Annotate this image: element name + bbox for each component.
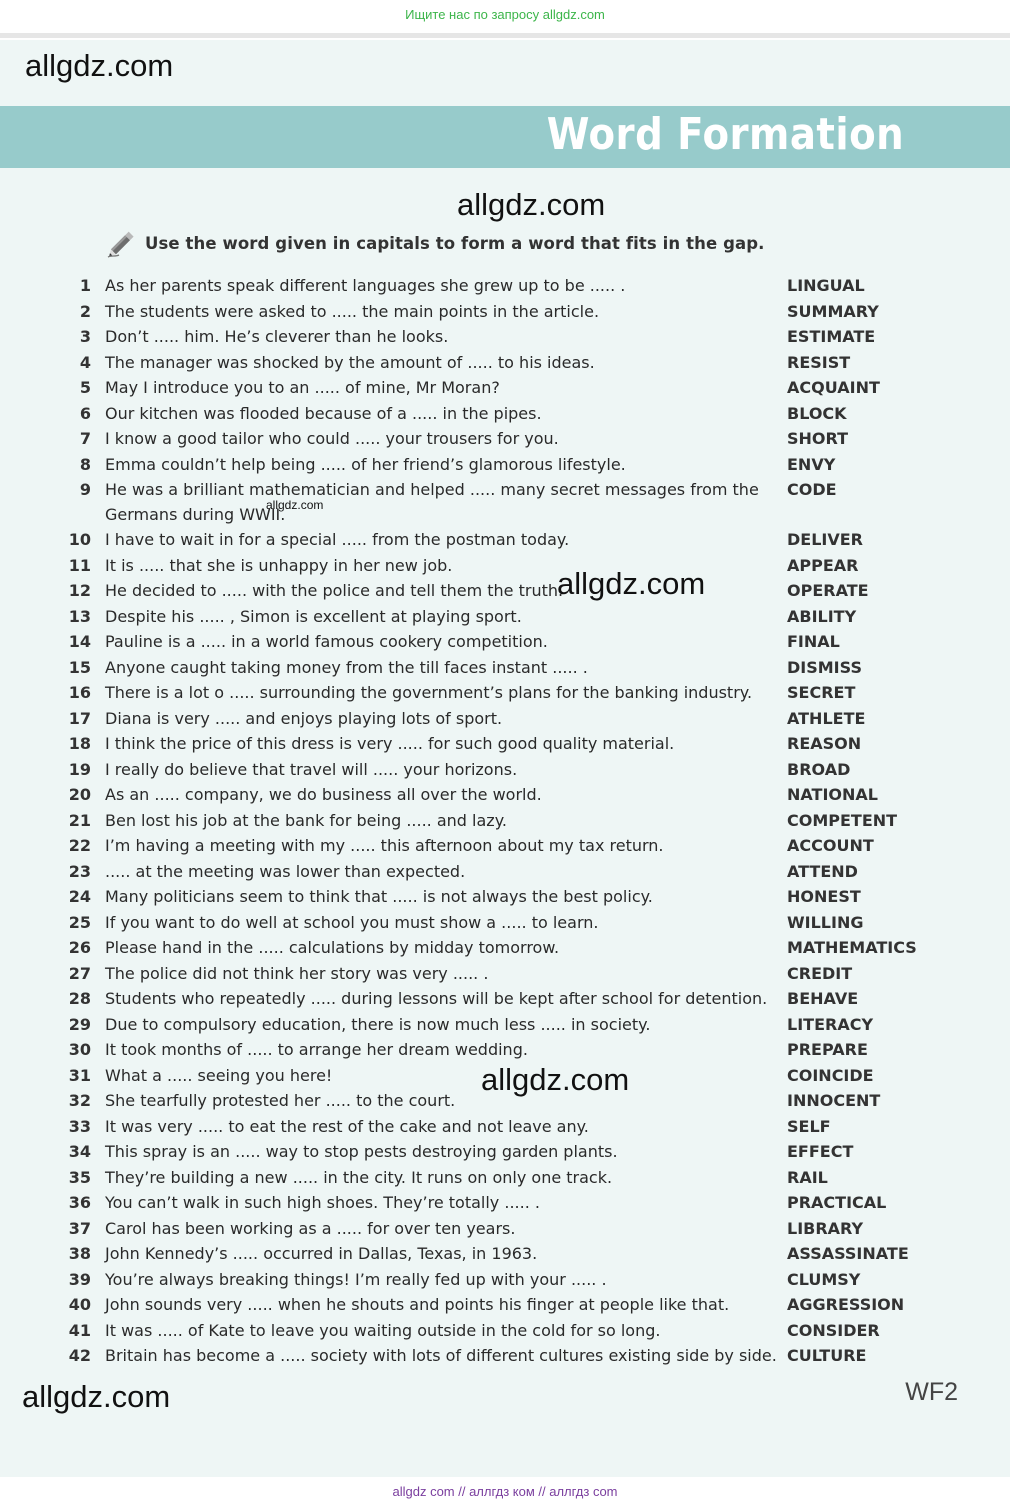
item-keyword: INNOCENT [787,1091,881,1110]
item-keyword: FINAL [787,632,840,651]
item-keyword: OPERATE [787,581,869,600]
item-keyword: LITERACY [787,1014,874,1034]
item-number: 9 [79,480,91,499]
watermark-under-title: allgdz.com [457,187,606,222]
item-number: 4 [79,352,91,372]
item-number: 16 [68,683,91,702]
item-sentence: Britain has become a ..... society with lots of different cultures existing side by side. [105,1346,777,1365]
item-number: 25 [68,912,91,932]
item-keyword: RESIST [787,352,851,372]
item-keyword: DELIVER [787,530,863,549]
item-number: 17 [68,708,91,728]
item-keyword: CODE [787,480,837,499]
watermark-top-left: allgdz.com [25,48,174,83]
item-sentence: There is a lot o ..... surrounding the government’s plans for the banking industry. [105,683,753,702]
item-keyword: CLUMSY [787,1269,861,1289]
item-number: 26 [68,938,91,957]
item-number: 12 [68,581,91,600]
item-keyword: ATTEND [787,861,858,881]
item-sentence: Please hand in the ..... calculations by midday tomorrow. [105,938,560,957]
item-number: 35 [68,1167,91,1187]
item-keyword: PREPARE [787,1040,868,1059]
item-number: 6 [79,403,91,423]
item-number: 33 [68,1116,91,1136]
item-keyword: SHORT [787,429,849,448]
item-sentence: They’re building a new ..... in the city. It runs on only one track. [105,1167,613,1187]
item-number: 7 [79,429,91,448]
item-number: 1 [79,276,91,295]
item-sentence: Ben lost his job at the bank for being ..... and lazy. [105,810,507,830]
watermark-mid-right: allgdz.com [557,566,706,601]
item-number: 32 [68,1091,91,1110]
item-keyword: EFFECT [787,1142,854,1161]
item-keyword: RAIL [787,1167,828,1187]
item-sentence: Pauline is a ..... in a world famous cookery competition. [105,632,548,651]
item-keyword: BLOCK [787,403,847,423]
item-sentence: Diana is very ..... and enjoys playing lots of sport. [105,708,503,728]
item-sentence: Carol has been working as a ..... for over ten years. [105,1218,516,1238]
item-sentence: This spray is an ..... way to stop pests destroying garden plants. [105,1142,618,1161]
item-sentence: Our kitchen was flooded because of a ..... in the pipes. [105,403,542,423]
item-number: 31 [68,1065,91,1085]
item-keyword: ATHLETE [787,708,866,728]
item-keyword: PRACTICAL [787,1193,887,1212]
item-number: 14 [68,632,91,651]
item-sentence: You’re always breaking things! I’m really fed up with your ..... . [105,1269,607,1289]
item-sentence: I really do believe that travel will ..... your horizons. [105,759,518,779]
item-keyword: BEHAVE [787,989,859,1008]
item-sentence: He was a brilliant mathematician and helped ..... many secret messages from the Germans during WWII. [105,480,759,524]
item-sentence: Students who repeatedly ..... during lessons will be kept after school for detention. [105,989,768,1008]
item-number: 23 [68,861,91,881]
item-keyword: SECRET [787,683,856,702]
item-number: 39 [68,1269,91,1289]
item-keyword: ACCOUNT [787,836,874,855]
item-number: 2 [79,301,91,321]
item-number: 38 [68,1244,91,1263]
item-number: 30 [68,1040,91,1059]
item-number: 22 [68,836,91,855]
item-keyword: LIBRARY [787,1218,864,1238]
item-keyword: SUMMARY [787,301,879,321]
item-sentence: As her parents speak different languages she grew up to be ..... . [105,276,626,295]
item-sentence: It is ..... that she is unhappy in her new job. [105,555,453,575]
item-number: 41 [68,1320,91,1340]
item-sentence: I know a good tailor who could ..... your trousers for you. [105,429,559,448]
item-number: 15 [68,657,91,677]
item-number: 8 [79,454,91,474]
footer-links[interactable]: allgdz com // аллгдз ком // аллгдз com [392,1484,618,1499]
item-keyword: REASON [787,734,862,753]
item-number: 19 [68,759,91,779]
item-sentence: It took months of ..... to arrange her dream wedding. [105,1040,528,1059]
item-number: 20 [68,785,91,804]
top-notice[interactable]: Ищите нас по запросу allgdz.com [405,7,605,22]
item-keyword: SELF [787,1116,831,1136]
item-number: 42 [68,1346,91,1365]
item-sentence: The police did not think her story was very ..... . [105,963,489,983]
top-divider [0,33,1010,38]
item-sentence: John Kennedy’s ..... occurred in Dallas, Texas, in 1963. [105,1244,538,1263]
item-sentence: Despite his ..... , Simon is excellent at playing sport. [105,606,522,626]
watermark-small: allgdz.com [266,498,324,512]
item-sentence: He decided to ..... with the police and tell them the truth. [105,581,564,600]
item-keyword: MATHEMATICS [787,938,917,957]
item-number: 34 [68,1142,91,1161]
item-sentence: John sounds very ..... when he shouts and points his finger at people like that. [105,1295,730,1314]
pencil-icon [106,226,140,260]
item-sentence: She tearfully protested her ..... to the court. [105,1091,456,1110]
item-sentence: Emma couldn’t help being ..... of her friend’s glamorous lifestyle. [105,454,626,474]
item-number: 27 [68,963,91,983]
section-title: Word Formation [546,109,904,160]
item-number: 13 [68,606,91,626]
item-keyword: COMPETENT [787,810,898,830]
item-number: 29 [68,1014,91,1034]
item-keyword: LINGUAL [787,276,865,295]
item-number: 24 [68,887,91,906]
item-keyword: CONSIDER [787,1320,880,1340]
item-keyword: HONEST [787,887,861,906]
item-keyword: DISMISS [787,657,862,677]
item-keyword: ENVY [787,454,836,474]
item-keyword: ASSASSINATE [787,1244,909,1263]
item-keyword: CULTURE [787,1346,867,1365]
item-keyword: BROAD [787,759,851,779]
item-number: 37 [68,1218,91,1238]
item-sentence: What a ..... seeing you here! [105,1065,333,1085]
item-sentence: It was ..... of Kate to leave you waiting outside in the cold for so long. [105,1320,661,1340]
title-band [0,106,1010,168]
item-number: 40 [68,1295,91,1314]
item-number: 3 [79,327,91,346]
item-keyword: ABILITY [787,606,857,626]
item-sentence: I think the price of this dress is very ..... for such good quality material. [105,734,675,753]
item-sentence: You can’t walk in such high shoes. They’re totally ..... . [105,1193,540,1212]
item-sentence: Many politicians seem to think that ..... is not always the best policy. [105,887,653,906]
item-number: 18 [68,734,91,753]
item-number: 36 [68,1193,91,1212]
item-keyword: WILLING [787,912,864,932]
item-sentence: Due to compulsory education, there is now much less ..... in society. [105,1014,651,1034]
item-sentence: The students were asked to ..... the main points in the article. [105,301,600,321]
item-number: 28 [68,989,91,1008]
item-keyword: AGGRESSION [787,1295,905,1314]
page-code: WF2 [905,1378,958,1406]
instruction-text: Use the word given in capitals to form a word that fits in the gap. [145,233,765,253]
item-keyword: COINCIDE [787,1065,874,1085]
item-number: 11 [68,555,91,575]
item-sentence: As an ..... company, we do business all over the world. [105,785,542,804]
item-keyword: APPEAR [787,555,859,575]
item-sentence: May I introduce you to an ..... of mine, Mr Moran? [105,378,500,397]
item-keyword: CREDIT [787,963,853,983]
item-sentence: Anyone caught taking money from the till faces instant ..... . [105,657,588,677]
item-number: 10 [68,530,91,549]
item-number: 5 [79,378,91,397]
item-sentence: It was very ..... to eat the rest of the cake and not leave any. [105,1116,589,1136]
item-sentence: If you want to do well at school you must show a ..... to learn. [105,912,599,932]
watermark-bottom-left: allgdz.com [22,1379,171,1414]
item-sentence: Don’t ..... him. He’s cleverer than he looks. [105,327,449,346]
item-keyword: ACQUAINT [787,378,880,397]
item-sentence: I have to wait in for a special ..... from the postman today. [105,530,570,549]
instruction [106,226,765,260]
item-keyword: ESTIMATE [787,327,876,346]
item-sentence: ..... at the meeting was lower than expected. [105,861,466,881]
item-sentence: The manager was shocked by the amount of ..... to his ideas. [105,352,595,372]
item-keyword: NATIONAL [787,785,878,804]
item-number: 21 [68,810,91,830]
worksheet-page [0,40,1010,1477]
watermark-lower: allgdz.com [481,1062,630,1097]
item-sentence: I’m having a meeting with my ..... this afternoon about my tax return. [105,836,664,855]
